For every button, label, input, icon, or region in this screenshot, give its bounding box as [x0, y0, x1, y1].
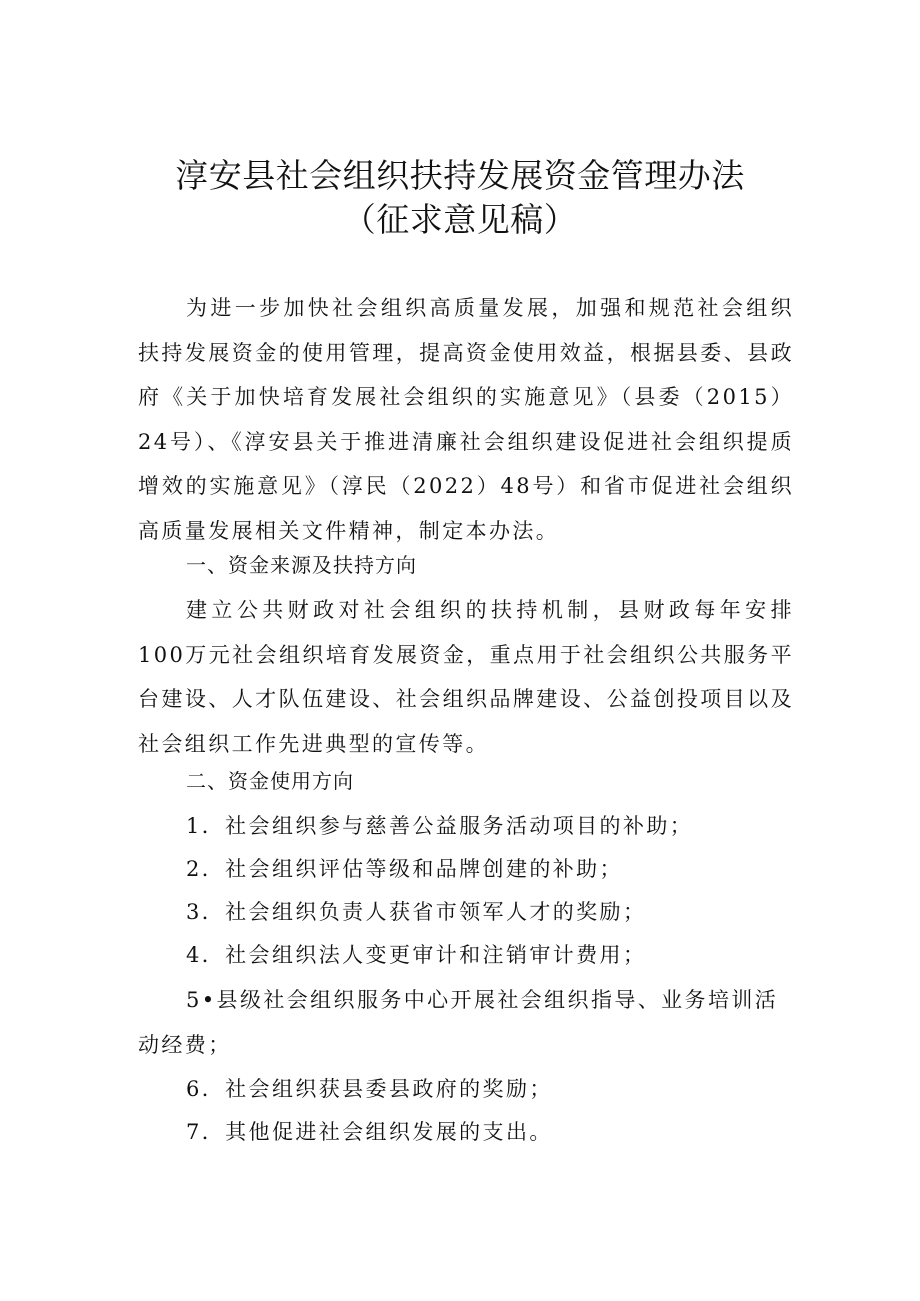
- list-item: 7．其他促进社会组织发展的支出。: [186, 1120, 553, 1144]
- list-item: 2．社会组织评估等级和品牌创建的补助；: [186, 857, 623, 881]
- document-subtitle: （征求意见稿）: [342, 200, 578, 239]
- list-item: 3．社会组织负责人获省市领军人才的奖励；: [186, 900, 647, 924]
- document-title: 淳安县社会组织扶持发展资金管理办法: [175, 156, 745, 195]
- section-1-body: 建立公共财政对社会组织的扶持机制，县财政每年安排100万元社会组织培育发展资金，重点用于社会组织公共服务平台建设、人才队伍建设、社会组织品牌建设、公益创投项目以及社会组织工作先进典型的宣传等。: [138, 598, 794, 756]
- list-item: 5•县级社会组织服务中心开展社会组织指导、业务培训活动经费；: [138, 988, 779, 1057]
- list-item: 1．社会组织参与慈善公益服务活动项目的补助；: [186, 814, 694, 838]
- section-2-heading: 二、资金使用方向: [186, 769, 354, 793]
- list-item: 6．社会组织获县委县政府的奖励；: [186, 1077, 553, 1101]
- intro-paragraph: 为进一步加快社会组织高质量发展，加强和规范社会组织扶持发展资金的使用管理，提高资金使用效益，根据县委、县政府《关于加快培育发展社会组织的实施意见》（县委（2015）24号）、《淳安县关于推进清廉社会组织建设促进社会组织提质增效的实施意见》（淳民（2022）48号）和省市促进社会组织高质量发展相关文件精神，制定本办法。: [138, 296, 794, 543]
- section-1-heading: 一、资金来源及扶持方向: [186, 553, 417, 577]
- list-item: 4．社会组织法人变更审计和注销审计费用；: [186, 943, 647, 967]
